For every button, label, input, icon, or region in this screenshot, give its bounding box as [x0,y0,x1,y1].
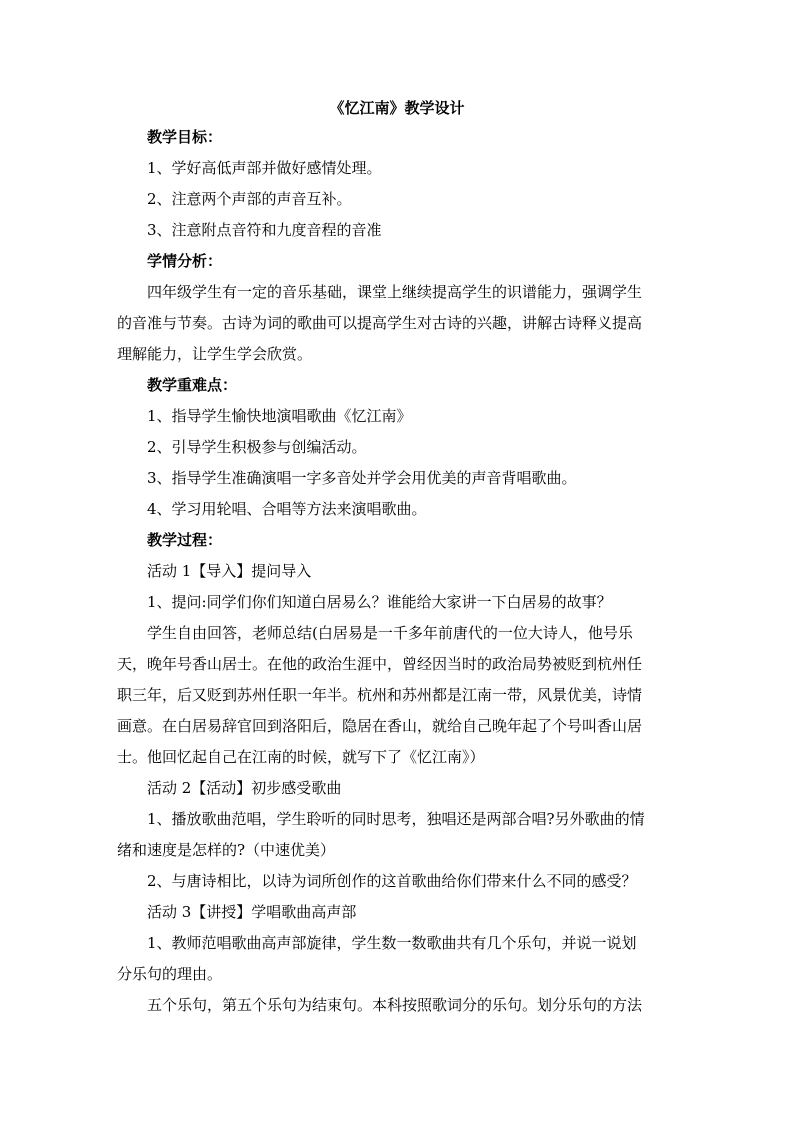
activity-1-answer-line-5: 士。他回忆起自己在江南的时候，就写下了《忆江南》） [117,748,485,766]
activity-1-question: 1、提问:同学们你们知道白居易么？谁能给大家讲一下白居易的故事？ [147,593,612,611]
analysis-line-3: 理解能力，让学生学会欣赏。 [117,345,313,363]
key-point-3: 3、指导学生准确演唱一字多音处并学会用优美的声音背唱歌曲。 [147,469,577,487]
activity-3-heading: 活动 3【讲授】学唱歌曲高声部 [147,903,357,921]
heading-key-points: 教学重难点： [147,376,238,394]
activity-3-item-1-line-1: 1、教师范唱歌曲高声部旋律，学生数一数歌曲共有几个乐句，并说一说划 [147,934,637,952]
activity-2-item-2: 2、与唐诗相比，以诗为词所创作的这首歌曲给你们带来什么不同的感受？ [147,872,637,890]
activity-3-item-2-line-1: 五个乐句，第五个乐句为结束句。本科按照歌词分的乐句。划分乐句的方法 [147,996,643,1014]
goal-item-1: 1、学好高低声部并做好感情处理。 [147,159,382,177]
goal-item-2: 2、注意两个声部的声音互补。 [147,190,352,208]
activity-2-heading: 活动 2【活动】初步感受歌曲 [147,779,342,797]
activity-1-answer-line-4: 画意。在白居易辞官回到洛阳后，隐居在香山，就给自己晚年起了个号叫香山居 [117,717,643,735]
activity-1-answer-line-2: 天，晚年号香山居士。在他的政治生涯中，曾经因当时的政治局势被贬到杭州任 [117,655,643,673]
activity-2-item-1-line-1: 1、播放歌曲范唱，学生聆听的同时思考，独唱还是两部合唱?另外歌曲的情 [147,810,645,828]
activity-1-answer-line-1: 学生自由回答，老师总结(白居易是一千多年前唐代的一位大诗人，他号乐 [147,624,633,642]
key-point-4: 4、学习用轮唱、合唱等方法来演唱歌曲。 [147,500,427,518]
activity-1-answer-line-3: 职三年，后又贬到苏州任职一年半。杭州和苏州都是江南一带，风景优美，诗情 [117,686,643,704]
activity-2-item-1-line-2: 绪和速度是怎样的?（中速优美） [117,841,336,859]
goal-item-3: 3、注意附点音符和九度音程的音准 [147,221,382,239]
activity-1-heading: 活动 1【导入】提问导入 [147,562,312,580]
key-point-2: 2、引导学生积极参与创编活动。 [147,438,367,456]
heading-student-analysis: 学情分析： [147,252,223,270]
analysis-line-2: 的音准与节奏。古诗为词的歌曲可以提高学生对古诗的兴趣，讲解古诗释义提高 [117,314,643,332]
document-body [117,122,683,1021]
analysis-line-1: 四年级学生有一定的音乐基础，课堂上继续提高学生的识谱能力，强调学生 [147,283,643,301]
key-point-1: 1、指导学生愉快地演唱歌曲《忆江南》 [147,407,412,425]
activity-3-item-1-line-2: 分乐句的理由。 [117,965,223,983]
heading-teaching-goals: 教学目标： [147,128,223,146]
heading-teaching-process: 教学过程： [147,531,223,549]
document-title: 《忆江南》教学设计 [329,99,465,117]
